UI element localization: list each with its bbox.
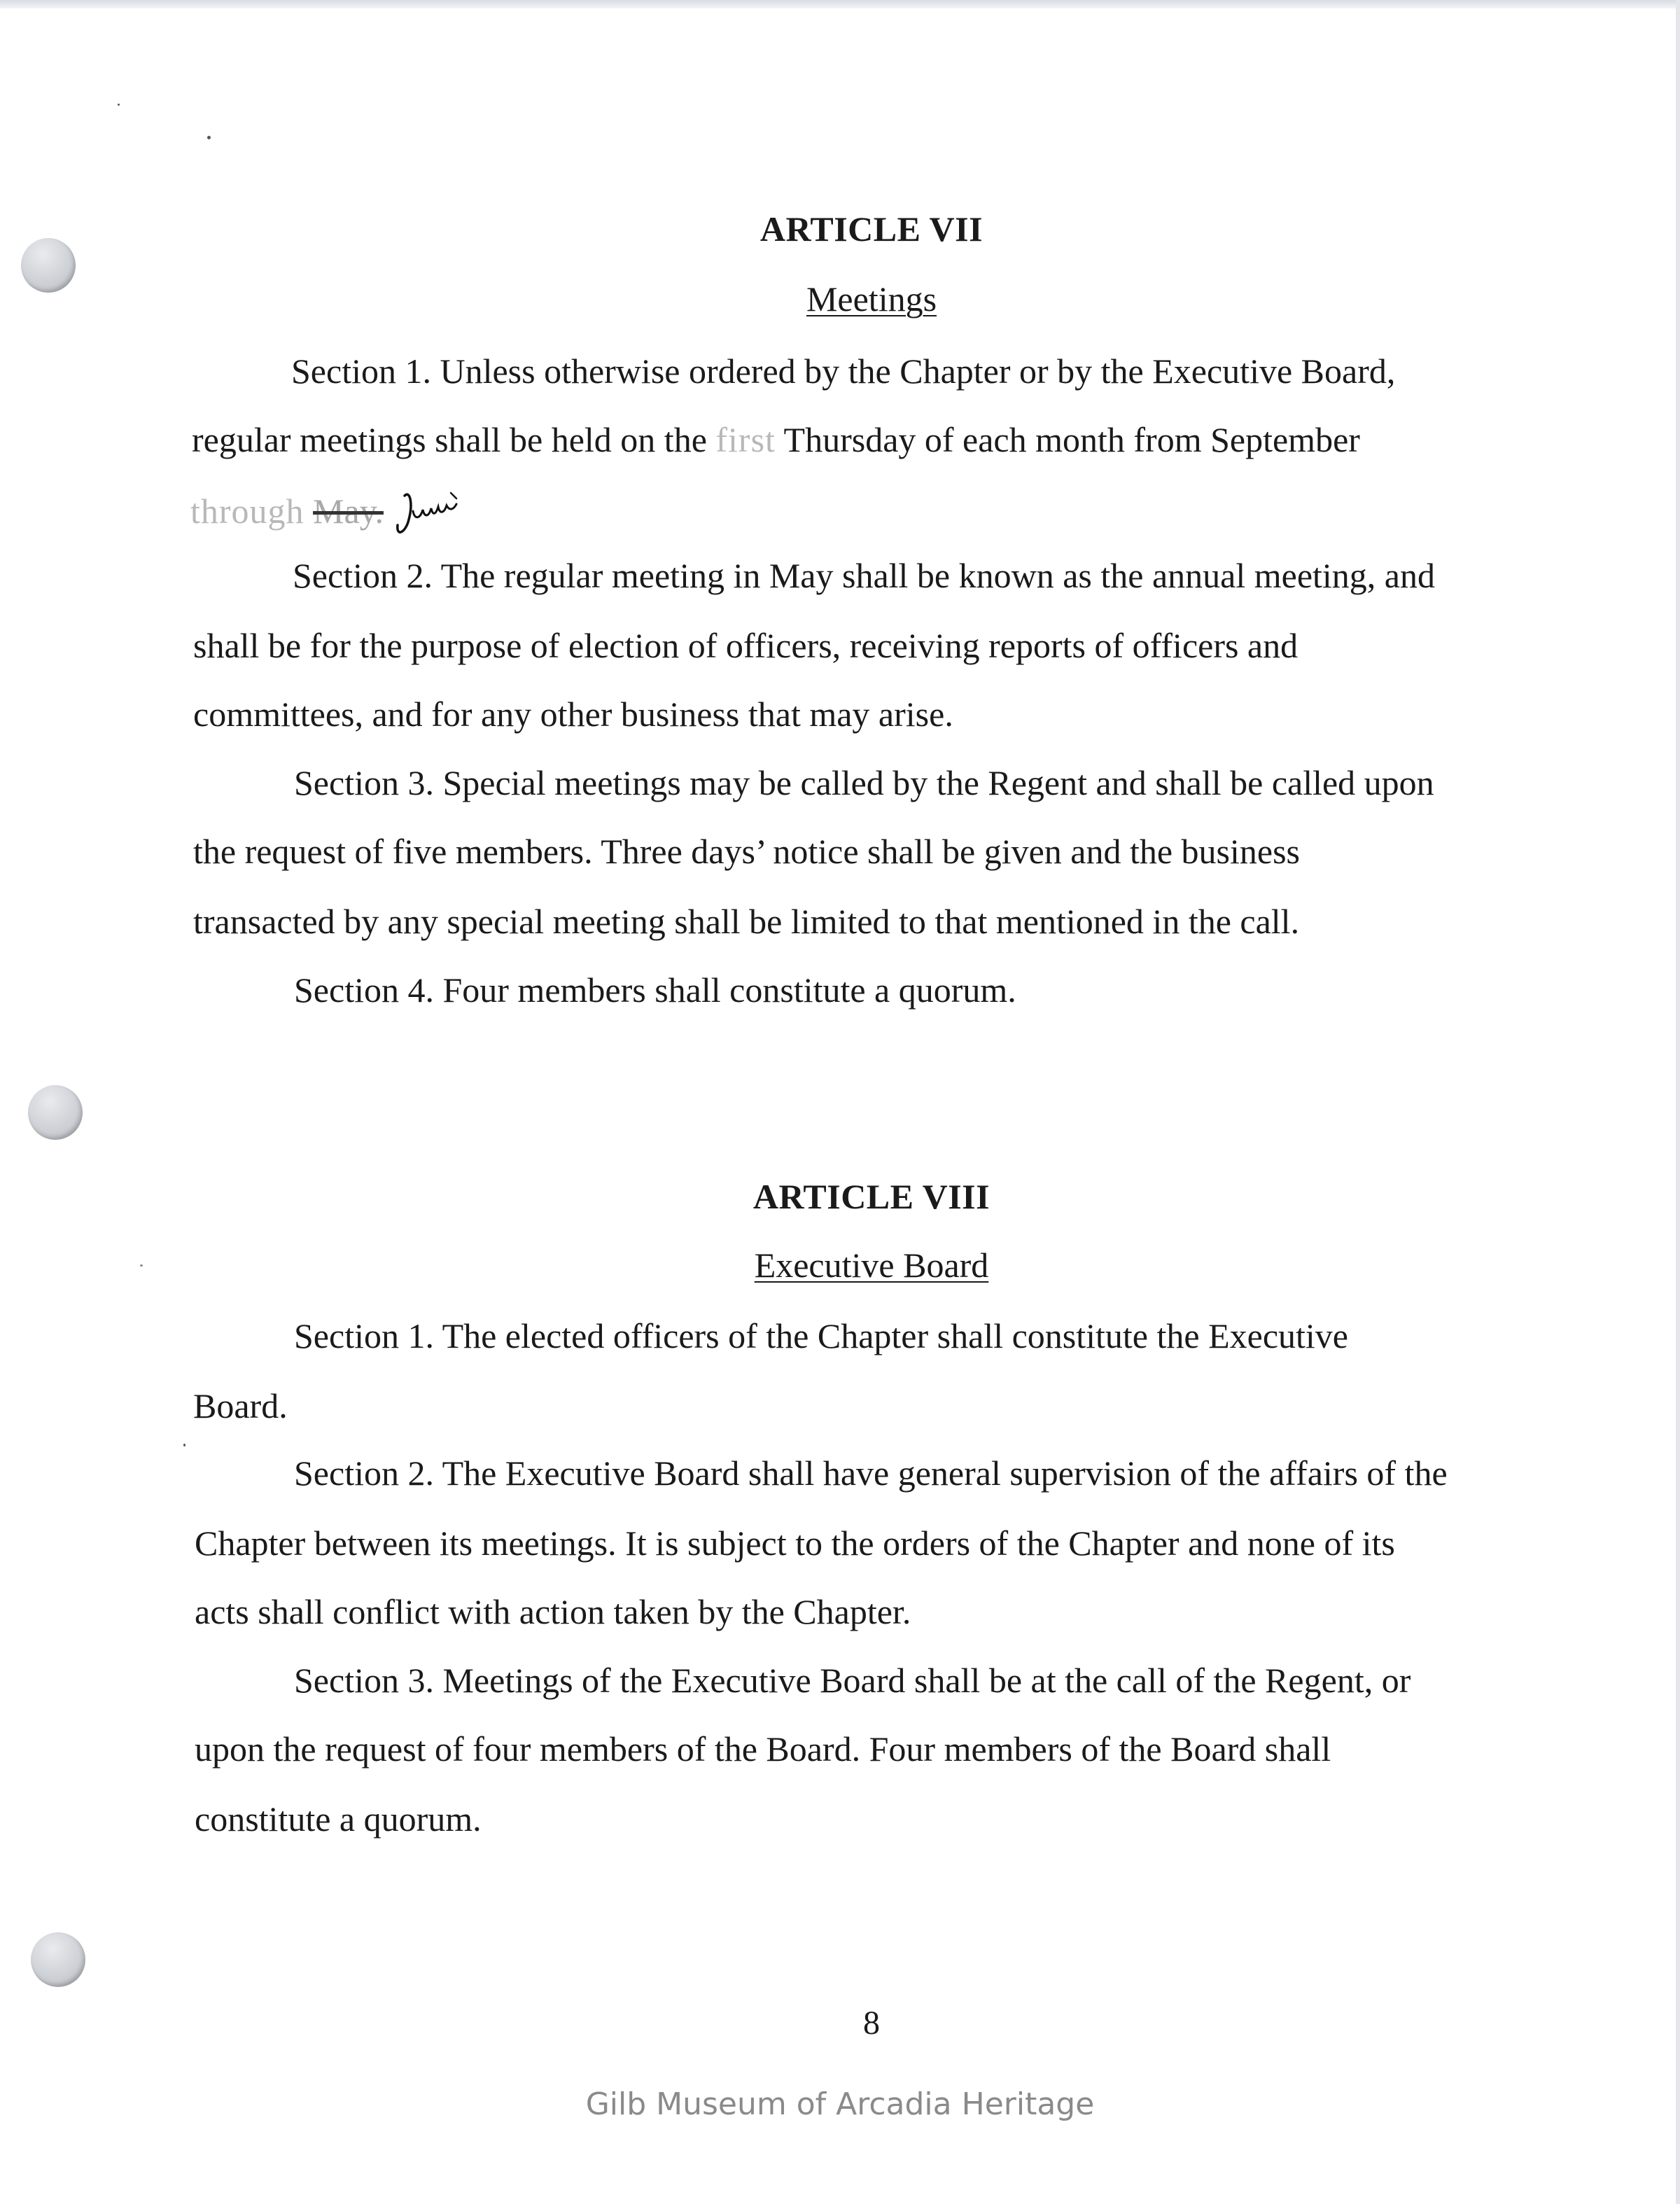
archive-watermark: Gilb Museum of Arcadia Heritage: [585, 2086, 1095, 2122]
article-vii-heading: ARTICLE VII: [760, 209, 983, 249]
article-viii-section-3-line-1: Section 3. Meetings of the Executive Board shall be at the call of the Regent, or: [294, 1661, 1411, 1700]
handwritten-correction: [389, 483, 466, 546]
line-text: regular meetings shall be held on the: [192, 420, 707, 459]
faded-word: first: [715, 420, 776, 459]
scan-right-edge: [1676, 0, 1680, 2204]
article-vii-section-3-line-2: the request of five members. Three days’ notice shall be given and the business: [193, 832, 1301, 871]
article-viii-heading: ARTICLE VIII: [752, 1177, 990, 1216]
article-vii-section-1-line-1: Section 1. Unless otherwise ordered by the Chapter or by the Executive Board,: [291, 351, 1396, 391]
scan-speck: [207, 136, 211, 139]
article-viii-section-2-line-2: Chapter between its meetings. It is subject to the orders of the Chapter and none of its: [195, 1523, 1395, 1563]
punch-hole-bottom: [31, 1932, 85, 1987]
line-text: Thursday of each month from September: [783, 420, 1360, 459]
article-vii-section-2-line-2: shall be for the purpose of election of officers, receiving reports of officers and: [193, 626, 1298, 665]
page-number: 8: [863, 2004, 880, 2042]
article-vii-section-4-line-1: Section 4. Four members shall constitute a quorum.: [294, 970, 1016, 1010]
article-viii-section-1-line-1: Section 1. The elected officers of the Chapter shall constitute the Executive: [294, 1316, 1348, 1355]
article-vii-section-3-line-3: transacted by any special meeting shall be limited to that mentioned in the call.: [193, 902, 1300, 941]
struck-word: May.: [313, 491, 384, 531]
article-viii-section-2-line-1: Section 2. The Executive Board shall have general supervision of the affairs of the: [294, 1453, 1448, 1493]
article-vii-subtitle: Meetings: [806, 279, 937, 319]
article-vii-section-1-line-3: [190, 490, 384, 532]
article-vii-section-2-line-1: Section 2. The regular meeting in May shall be known as the annual meeting, and: [293, 556, 1435, 595]
article-vii-section-1-line-2: [192, 419, 1360, 461]
article-viii-subtitle: Executive Board: [754, 1246, 989, 1285]
article-viii-section-1-line-2: Board.: [193, 1386, 288, 1425]
punch-hole-middle: [28, 1085, 83, 1140]
article-vii-section-2-line-3: committees, and for any other business that may arise.: [193, 695, 953, 734]
scan-top-edge: [0, 0, 1680, 8]
scan-speck: [183, 1444, 186, 1446]
faded-word: through: [190, 491, 304, 531]
scan-speck: [118, 104, 120, 106]
article-viii-section-3-line-3: constitute a quorum.: [195, 1799, 482, 1839]
article-viii-section-3-line-2: upon the request of four members of the Board. Four members of the Board shall: [195, 1729, 1331, 1769]
article-viii-section-2-line-3: acts shall conflict with action taken by the Chapter.: [195, 1592, 911, 1631]
article-vii-section-3-line-1: Section 3. Special meetings may be called by the Regent and shall be called upon: [294, 763, 1434, 802]
